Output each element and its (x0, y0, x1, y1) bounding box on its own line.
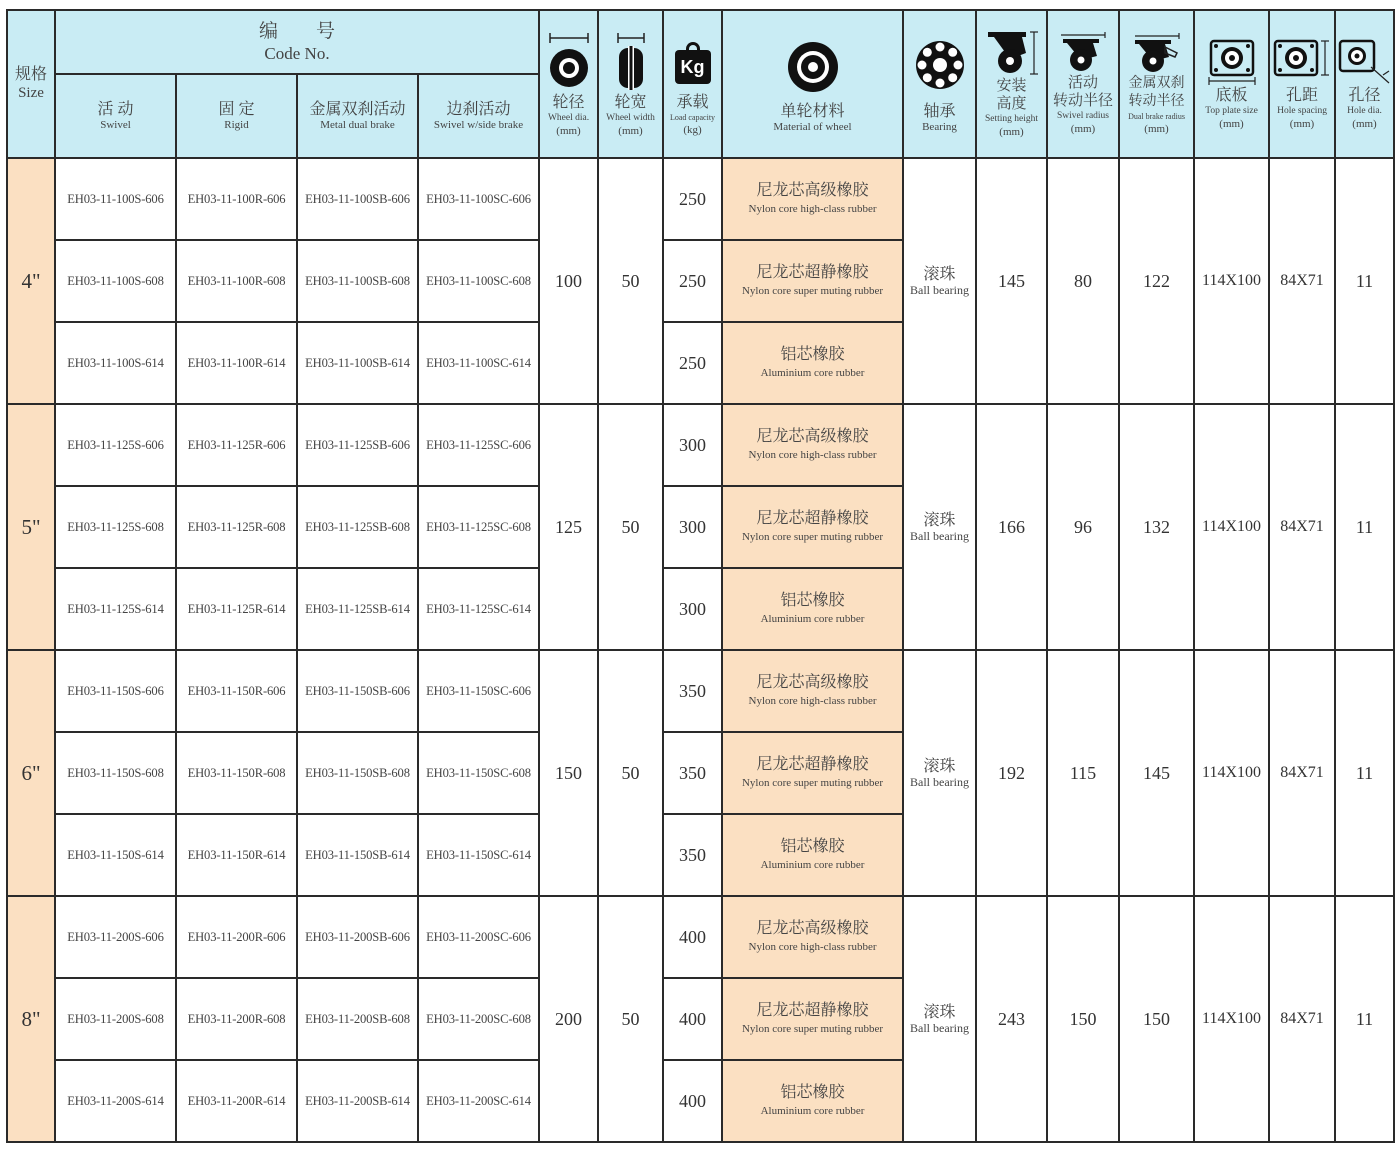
wheel-width-en: Wheel width (606, 113, 655, 123)
size-cell: 5" (7, 404, 55, 650)
code-header-en: Code No. (264, 44, 330, 63)
metal-brake-code: EH03-11-125SB-614 (297, 568, 418, 650)
material-cell (722, 158, 903, 240)
side-brake-code: EH03-11-125SC-608 (418, 486, 539, 568)
bearing-zh: 滚珠 (923, 265, 956, 283)
dual-radius-header (1119, 10, 1194, 158)
swivel-radius-unit: (mm) (1070, 123, 1096, 135)
table-row (7, 404, 1394, 486)
rigid-zh: 固 定 (218, 100, 255, 118)
wheel-dia-header (539, 10, 598, 158)
top-plate-icon (1205, 37, 1259, 87)
material-en: Aluminium core rubber (760, 1105, 865, 1117)
dual-zh1: 金属双刹 (1128, 75, 1185, 91)
dual-radius-cell: 122 (1119, 158, 1194, 404)
rigid-code: EH03-11-100R-614 (176, 322, 297, 404)
swivel-code: EH03-11-125S-606 (55, 404, 176, 486)
wheel-dia-en: Wheel dia. (547, 113, 590, 123)
wheel-width-unit: (mm) (618, 125, 643, 137)
wheel-dia-cell: 200 (539, 896, 598, 1142)
load-cell: 400 (663, 896, 722, 978)
metal-brake-code: EH03-11-200SB-606 (297, 896, 418, 978)
bearing-en: Ball bearing (910, 774, 969, 789)
metal-brake-header (297, 74, 418, 158)
bearing-en: Ball bearing (910, 528, 969, 543)
rigid-code: EH03-11-200R-608 (176, 978, 297, 1060)
size-header-zh: 规格 (14, 66, 47, 83)
metal-brake-code: EH03-11-150SB-614 (297, 814, 418, 896)
setting-zh1: 安装 (996, 78, 1027, 94)
material-zh: 尼龙芯超静橡胶 (756, 264, 869, 281)
material-zh: 尼龙芯超静橡胶 (756, 510, 869, 527)
metal-brake-code: EH03-11-125SB-606 (297, 404, 418, 486)
side-brake-code: EH03-11-125SC-614 (418, 568, 539, 650)
bearing-cell (903, 158, 976, 404)
hole-dia-cell: 11 (1335, 158, 1394, 404)
material-en: Aluminium core rubber (760, 859, 865, 871)
hole-spacing-header (1269, 10, 1335, 158)
swivel-radius-zh1: 活动 (1068, 75, 1099, 91)
load-cell: 350 (663, 732, 722, 814)
side-brake-code: EH03-11-150SC-614 (418, 814, 539, 896)
code-header (55, 10, 539, 74)
load-cell: 250 (663, 322, 722, 404)
bearing-cell (903, 896, 976, 1142)
metal-brake-code: EH03-11-100SB-606 (297, 158, 418, 240)
swivel-radius-icon (1053, 32, 1113, 74)
side-brake-code: EH03-11-100SC-614 (418, 322, 539, 404)
plate-unit: (mm) (1219, 118, 1244, 130)
swivel-radius-cell: 150 (1047, 896, 1119, 1142)
weight-icon (675, 42, 711, 84)
hole-spacing-unit: (mm) (1289, 118, 1315, 130)
swivel-radius-zh2: 转动半径 (1053, 93, 1114, 109)
material-en: Nylon core high-class rubber (748, 449, 877, 461)
side-en: Swivel w/side brake (433, 118, 524, 131)
metal-brake-code: EH03-11-150SB-606 (297, 650, 418, 732)
material-en: Material of wheel (773, 120, 852, 133)
load-en: Load capacity (669, 112, 716, 122)
bearing-cell (903, 404, 976, 650)
dual-radius-cell: 150 (1119, 896, 1194, 1142)
side-brake-code: EH03-11-200SC-608 (418, 978, 539, 1060)
hole-dia-cell: 11 (1335, 896, 1394, 1142)
swivel-zh: 活 动 (97, 100, 134, 118)
swivel-code: EH03-11-100S-608 (55, 240, 176, 322)
metal-zh: 金属双刹活动 (309, 100, 406, 118)
swivel-radius-en: Swivel radius (1057, 111, 1109, 121)
side-brake-code: EH03-11-200SC-614 (418, 1060, 539, 1142)
setting-zh2: 高度 (996, 96, 1027, 112)
table-row (7, 896, 1394, 978)
side-brake-code: EH03-11-200SC-606 (418, 896, 539, 978)
swivel-radius-header (1047, 10, 1119, 158)
table-row (7, 158, 1394, 240)
hole-spacing-cell: 84X71 (1269, 158, 1335, 404)
plate-header (1194, 10, 1269, 158)
code-header-zh: 编 号 (259, 21, 336, 42)
side-zh: 边刹活动 (446, 100, 511, 118)
swivel-code: EH03-11-200S-606 (55, 896, 176, 978)
material-zh: 尼龙芯高级橡胶 (756, 674, 869, 691)
wheel-dia-cell: 150 (539, 650, 598, 896)
wheel-dia-unit: (mm) (556, 125, 581, 137)
metal-brake-code: EH03-11-200SB-614 (297, 1060, 418, 1142)
material-zh: 尼龙芯高级橡胶 (756, 920, 869, 937)
plate-size-cell: 114X100 (1194, 896, 1269, 1142)
metal-brake-code: EH03-11-150SB-608 (297, 732, 418, 814)
bearing-zh: 滚珠 (923, 757, 956, 775)
wheel-width-cell: 50 (598, 650, 663, 896)
swivel-code: EH03-11-150S-614 (55, 814, 176, 896)
spec-table (6, 9, 1395, 1143)
wheel-diameter-icon (546, 30, 592, 94)
material-en: Aluminium core rubber (760, 367, 865, 379)
load-cell: 300 (663, 486, 722, 568)
rigid-code: EH03-11-125R-614 (176, 568, 297, 650)
rigid-code: EH03-11-150R-606 (176, 650, 297, 732)
swivel-radius-cell: 115 (1047, 650, 1119, 896)
hole-dia-header (1335, 10, 1394, 158)
side-brake-code: EH03-11-125SC-606 (418, 404, 539, 486)
rigid-code: EH03-11-100R-608 (176, 240, 297, 322)
hole-dia-unit: (mm) (1352, 118, 1377, 130)
swivel-code: EH03-11-100S-606 (55, 158, 176, 240)
hole-diameter-icon (1337, 37, 1393, 87)
rigid-en: Rigid (224, 118, 249, 131)
material-cell (722, 814, 903, 896)
setting-height-icon (982, 29, 1042, 77)
swivel-code: EH03-11-125S-614 (55, 568, 176, 650)
setting-height-header (976, 10, 1047, 158)
metal-brake-code: EH03-11-125SB-608 (297, 486, 418, 568)
metal-brake-code: EH03-11-200SB-608 (297, 978, 418, 1060)
bearing-en: Ball bearing (910, 282, 969, 297)
bearing-zh: 轴承 (923, 102, 956, 120)
material-zh: 单轮材料 (780, 102, 845, 120)
dual-radius-cell: 132 (1119, 404, 1194, 650)
wheel-dia-cell: 125 (539, 404, 598, 650)
dual-brake-radius-icon (1127, 33, 1187, 75)
material-cell (722, 322, 903, 404)
bearing-cell (903, 650, 976, 896)
material-en: Nylon core high-class rubber (748, 203, 877, 215)
load-zh: 承载 (676, 93, 709, 111)
dual-unit: (mm) (1144, 122, 1169, 135)
load-unit: (kg) (683, 123, 702, 136)
size-cell: 6" (7, 650, 55, 896)
material-zh: 铝芯橡胶 (780, 838, 845, 855)
hole-spacing-en: Hole spacing (1277, 106, 1327, 116)
plate-zh: 底板 (1215, 87, 1248, 104)
dual-radius-cell: 145 (1119, 650, 1194, 896)
swivel-code: EH03-11-200S-608 (55, 978, 176, 1060)
rigid-code: EH03-11-200R-614 (176, 1060, 297, 1142)
rigid-header (176, 74, 297, 158)
side-brake-code: EH03-11-150SC-606 (418, 650, 539, 732)
setting-height-cell: 243 (976, 896, 1047, 1142)
hole-spacing-cell: 84X71 (1269, 650, 1335, 896)
hole-dia-cell: 11 (1335, 650, 1394, 896)
spec-table-body (7, 158, 1394, 1142)
wheel-dia-cell: 100 (539, 158, 598, 404)
material-zh: 铝芯橡胶 (780, 346, 845, 363)
load-cell: 350 (663, 814, 722, 896)
hole-spacing-cell: 84X71 (1269, 896, 1335, 1142)
load-header (663, 10, 722, 158)
swivel-header (55, 74, 176, 158)
swivel-radius-cell: 96 (1047, 404, 1119, 650)
metal-en: Metal dual brake (320, 118, 395, 131)
material-zh: 铝芯橡胶 (780, 592, 845, 609)
load-cell: 350 (663, 650, 722, 732)
size-header (7, 10, 55, 158)
rigid-code: EH03-11-125R-606 (176, 404, 297, 486)
load-cell: 400 (663, 978, 722, 1060)
material-cell (722, 240, 903, 322)
side-brake-header (418, 74, 539, 158)
plate-size-cell: 114X100 (1194, 650, 1269, 896)
swivel-code: EH03-11-125S-608 (55, 486, 176, 568)
rigid-code: EH03-11-200R-606 (176, 896, 297, 978)
material-zh: 尼龙芯高级橡胶 (756, 428, 869, 445)
load-cell: 250 (663, 240, 722, 322)
bearing-en: Bearing (922, 120, 957, 133)
setting-en: Setting height (984, 114, 1039, 124)
hole-dia-cell: 11 (1335, 404, 1394, 650)
dual-en: Dual brake radius (1128, 111, 1185, 121)
hole-dia-zh: 孔径 (1348, 87, 1381, 104)
hole-spacing-cell: 84X71 (1269, 404, 1335, 650)
metal-brake-code: EH03-11-100SB-608 (297, 240, 418, 322)
size-header-en: Size (18, 85, 44, 101)
weight-icon-label: Kg (675, 50, 711, 84)
material-en: Nylon core super muting rubber (741, 777, 884, 789)
material-cell (722, 896, 903, 978)
wheel-width-cell: 50 (598, 896, 663, 1142)
setting-unit: (mm) (999, 126, 1024, 138)
hole-spacing-icon (1272, 37, 1332, 87)
material-header (722, 10, 903, 158)
bearing-icon (912, 35, 968, 95)
material-en: Aluminium core rubber (760, 613, 865, 625)
setting-height-cell: 145 (976, 158, 1047, 404)
dual-zh2: 转动半径 (1128, 93, 1185, 109)
hole-dia-en: Hole dia. (1347, 106, 1382, 116)
load-cell: 250 (663, 158, 722, 240)
material-cell (722, 486, 903, 568)
wheel-width-icon (608, 30, 654, 94)
wheel-dia-zh: 轮径 (552, 94, 585, 111)
material-en: Nylon core high-class rubber (748, 695, 877, 707)
load-cell: 300 (663, 404, 722, 486)
wheel-width-zh: 轮宽 (614, 94, 647, 111)
rigid-code: EH03-11-150R-614 (176, 814, 297, 896)
swivel-code: EH03-11-150S-606 (55, 650, 176, 732)
wheel-width-header (598, 10, 663, 158)
material-cell (722, 568, 903, 650)
swivel-en: Swivel (100, 118, 131, 131)
size-cell: 4" (7, 158, 55, 404)
rigid-code: EH03-11-125R-608 (176, 486, 297, 568)
material-en: Nylon core super muting rubber (741, 1023, 884, 1035)
side-brake-code: EH03-11-100SC-606 (418, 158, 539, 240)
material-cell (722, 404, 903, 486)
hole-spacing-zh: 孔距 (1286, 87, 1319, 104)
rigid-code: EH03-11-100R-606 (176, 158, 297, 240)
load-cell: 400 (663, 1060, 722, 1142)
swivel-code: EH03-11-200S-614 (55, 1060, 176, 1142)
bearing-zh: 滚珠 (923, 1003, 956, 1021)
material-cell (722, 650, 903, 732)
size-cell: 8" (7, 896, 55, 1142)
bearing-en: Ball bearing (910, 1020, 969, 1035)
wheel-icon (783, 35, 843, 99)
side-brake-code: EH03-11-150SC-608 (418, 732, 539, 814)
plate-size-cell: 114X100 (1194, 404, 1269, 650)
wheel-width-cell: 50 (598, 158, 663, 404)
material-en: Nylon core super muting rubber (741, 531, 884, 543)
side-brake-code: EH03-11-100SC-608 (418, 240, 539, 322)
material-en: Nylon core high-class rubber (748, 941, 877, 953)
material-cell (722, 1060, 903, 1142)
material-zh: 尼龙芯超静橡胶 (756, 756, 869, 773)
load-cell: 300 (663, 568, 722, 650)
swivel-radius-cell: 80 (1047, 158, 1119, 404)
plate-size-cell: 114X100 (1194, 158, 1269, 404)
swivel-code: EH03-11-150S-608 (55, 732, 176, 814)
material-zh: 尼龙芯超静橡胶 (756, 1002, 869, 1019)
metal-brake-code: EH03-11-100SB-614 (297, 322, 418, 404)
setting-height-cell: 166 (976, 404, 1047, 650)
material-cell (722, 978, 903, 1060)
swivel-code: EH03-11-100S-614 (55, 322, 176, 404)
rigid-code: EH03-11-150R-608 (176, 732, 297, 814)
setting-height-cell: 192 (976, 650, 1047, 896)
bearing-zh: 滚珠 (923, 511, 956, 529)
bearing-header (903, 10, 976, 158)
material-cell (722, 732, 903, 814)
material-zh: 铝芯橡胶 (780, 1084, 845, 1101)
wheel-width-cell: 50 (598, 404, 663, 650)
material-en: Nylon core super muting rubber (741, 285, 884, 297)
plate-en: Top plate size (1205, 106, 1258, 116)
material-zh: 尼龙芯高级橡胶 (756, 182, 869, 199)
table-row (7, 650, 1394, 732)
